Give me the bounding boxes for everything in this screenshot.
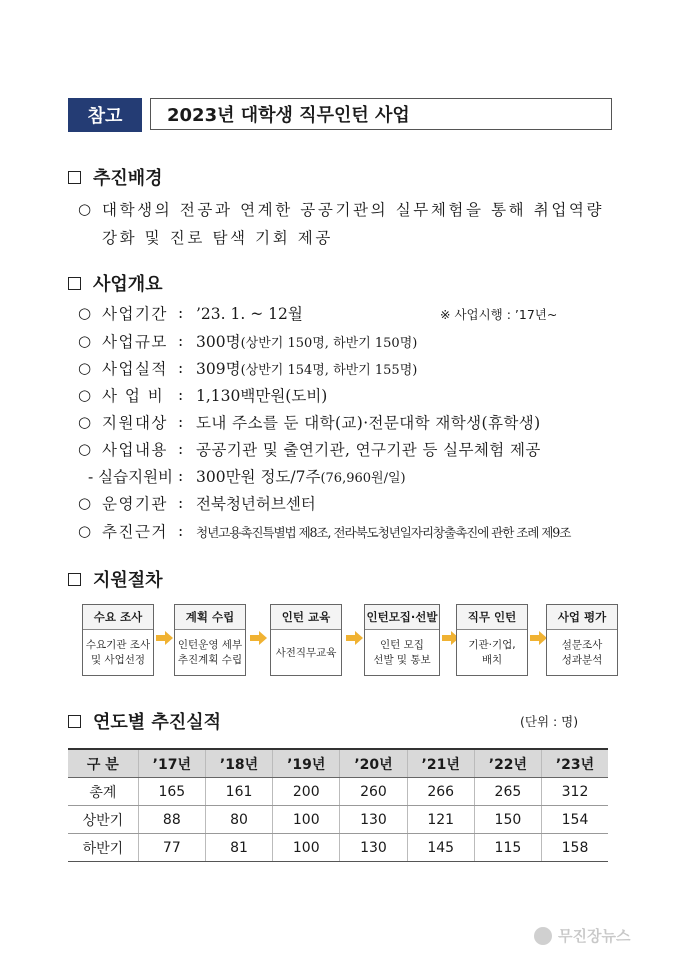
overview-item-scale [78, 330, 417, 352]
section-title: 연도별 추진실적 [93, 712, 221, 733]
table-cell: 130 [340, 806, 407, 834]
table-cell: 158 [542, 834, 608, 862]
table-cell: 145 [407, 834, 474, 862]
table-cell: 115 [474, 834, 541, 862]
background-line-2 [102, 226, 333, 248]
overview-item-basis [78, 520, 570, 542]
colon: : [178, 386, 184, 404]
watermark-text: 무진장뉴스 [558, 927, 631, 945]
page-title: 2023년 대학생 직무인턴 사업 [150, 98, 612, 130]
step-body: 수요기관 조사 및 사업선정 [85, 639, 151, 666]
overview-note [440, 305, 557, 323]
circle-bullet-icon: ○ [78, 200, 92, 218]
table-row [68, 806, 608, 834]
step-head: 직무 인턴 [457, 605, 527, 630]
table-cell: 121 [407, 806, 474, 834]
item-sub: (상반기 150명, 하반기 150명) [240, 335, 418, 351]
colon: : [178, 440, 184, 458]
item-value: 청년고용촉진특별법 제8조, 전라북도청년일자리창출촉진에 관한 조례 제9조 [196, 524, 571, 540]
column-header: ’18년 [205, 749, 272, 778]
item-sub: (상반기 154명, 하반기 155명) [240, 362, 418, 378]
section-results-heading [68, 708, 221, 734]
item-value: 전북청년허브센터 [196, 495, 316, 513]
process-step-planning [174, 604, 246, 676]
item-value: 300명 [196, 333, 241, 351]
step-body: 기관·기업, 배치 [468, 639, 516, 666]
item-value: 공공기관 및 출연기관, 연구기관 등 실무체험 제공 [196, 441, 541, 459]
table-cell: 150 [474, 806, 541, 834]
table-header-row [68, 749, 608, 778]
colon: : [178, 522, 184, 540]
circle-bullet-icon: ○ [78, 359, 92, 377]
process-step-evaluation [546, 604, 618, 676]
table-cell: 81 [205, 834, 272, 862]
table-cell: 80 [205, 806, 272, 834]
table-cell: 266 [407, 778, 474, 806]
circle-bullet-icon: ○ [78, 413, 92, 431]
column-header: 구 분 [68, 749, 138, 778]
background-text-2: 강화 및 진로 탐색 기회 제공 [102, 229, 333, 247]
table-cell: 100 [273, 806, 340, 834]
column-header: ’20년 [340, 749, 407, 778]
background-text-1: 대학생의 전공과 연계한 공공기관의 실무체험을 통해 취업역량 [102, 201, 605, 219]
circle-bullet-icon: ○ [78, 304, 92, 322]
circle-bullet-icon: ○ [78, 522, 92, 540]
arrow-right-icon [154, 630, 174, 646]
column-header: ’17년 [138, 749, 205, 778]
section-process-heading [68, 566, 163, 592]
process-step-internship [456, 604, 528, 676]
arrow-right-icon [344, 630, 364, 646]
row-label: 총계 [68, 778, 138, 806]
overview-item-operator [78, 492, 316, 514]
item-value: 309명 [196, 360, 241, 378]
colon: : [178, 304, 184, 322]
process-step-demand-survey [82, 604, 154, 676]
circle-bullet-icon: ○ [78, 332, 92, 350]
column-header: ’23년 [542, 749, 608, 778]
item-label: 사 업 비 [102, 387, 165, 405]
section-title: 추진배경 [93, 168, 163, 189]
item-label: 운영기관 [102, 495, 168, 513]
watermark-logo-icon [534, 927, 552, 945]
table-cell: 161 [205, 778, 272, 806]
overview-item-results [78, 357, 417, 379]
reference-tag: 참고 [68, 98, 142, 132]
step-body: 설문조사 성과분석 [561, 639, 603, 666]
section-title: 지원절차 [93, 570, 163, 591]
table-cell: 312 [542, 778, 608, 806]
section-overview-heading [68, 270, 163, 296]
colon: : [178, 413, 184, 431]
step-head: 수요 조사 [83, 605, 153, 630]
item-sub: (76,960원/일) [320, 470, 406, 486]
checkbox-square-icon [68, 573, 81, 586]
section-title: 사업개요 [93, 274, 163, 295]
item-label: 사업규모 [102, 333, 168, 351]
watermark [534, 925, 630, 946]
column-header: ’21년 [407, 749, 474, 778]
step-body: 사전직무교육 [275, 646, 337, 659]
step-head: 계획 수립 [175, 605, 245, 630]
section-background-heading [68, 164, 163, 190]
arrow-right-icon [248, 630, 268, 646]
table-row [68, 834, 608, 862]
item-value: 300만원 정도/7주 [196, 468, 321, 486]
process-step-training [270, 604, 342, 676]
table-cell: 260 [340, 778, 407, 806]
circle-bullet-icon: ○ [78, 494, 92, 512]
table-cell: 77 [138, 834, 205, 862]
colon: : [178, 332, 184, 350]
overview-item-target [78, 411, 541, 433]
item-label: 지원대상 [102, 414, 168, 432]
row-label: 상반기 [68, 806, 138, 834]
table-cell: 165 [138, 778, 205, 806]
step-body: 인턴운영 세부 추진계획 수립 [177, 639, 243, 666]
overview-item-budget [78, 384, 327, 406]
step-body: 인턴 모집 선발 및 통보 [373, 639, 431, 666]
step-head: 사업 평가 [547, 605, 617, 630]
circle-bullet-icon: ○ [78, 440, 92, 458]
checkbox-square-icon [68, 277, 81, 290]
column-header: ’19년 [273, 749, 340, 778]
table-cell: 130 [340, 834, 407, 862]
table-cell: 200 [273, 778, 340, 806]
circle-bullet-icon: ○ [78, 386, 92, 404]
table-cell: 100 [273, 834, 340, 862]
item-value: 도내 주소를 둔 대학(교)·전문대학 재학생(휴학생) [196, 414, 541, 432]
checkbox-square-icon [68, 715, 81, 728]
table-row [68, 778, 608, 806]
table-cell: 88 [138, 806, 205, 834]
item-label: 추진근거 [102, 523, 168, 541]
column-header: ’22년 [474, 749, 541, 778]
step-head: 인턴 교육 [271, 605, 341, 630]
unit-label: (단위 : 명) [520, 714, 579, 729]
item-label: 사업내용 [102, 441, 168, 459]
item-label: 사업기간 [102, 305, 168, 323]
arrow-right-icon [528, 630, 548, 646]
item-value: 1,130백만원(도비) [196, 387, 328, 405]
results-table [68, 748, 608, 862]
colon: : [178, 359, 184, 377]
background-line-1 [78, 198, 604, 220]
checkbox-square-icon [68, 171, 81, 184]
item-note: ※ 사업시행 : ’17년~ [440, 307, 558, 322]
row-label: 하반기 [68, 834, 138, 862]
table-cell: 265 [474, 778, 541, 806]
item-label: 사업실적 [102, 360, 168, 378]
item-label: - 실습지원비 [88, 468, 174, 486]
overview-item-content [78, 438, 541, 460]
colon: : [178, 467, 184, 485]
table-cell: 154 [542, 806, 608, 834]
overview-item-period [78, 302, 303, 324]
colon: : [178, 494, 184, 512]
overview-subitem-stipend [88, 465, 406, 487]
process-step-recruitment [364, 604, 440, 676]
item-value: ’23. 1. ~ 12월 [196, 305, 303, 323]
step-head: 인턴모집·선발 [365, 605, 439, 630]
